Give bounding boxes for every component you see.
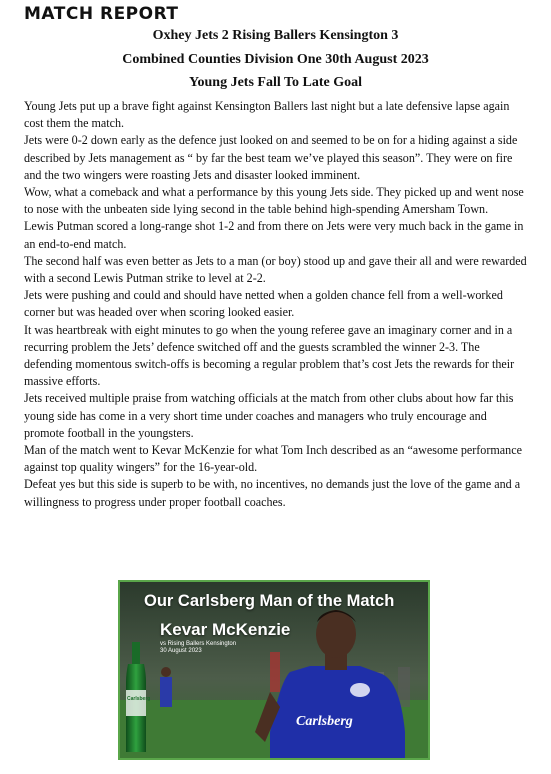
- paragraph: Jets received multiple praise from watching officials at the match from other clubs about how far this young side has come in a very short time under coaches and managers who truly encourage and promote football in the youngsters.: [24, 391, 514, 440]
- photo-subtitle: [160, 641, 236, 655]
- paragraph: Jets were pushing and could and should have netted when a golden chance fell from a well-worked corner but was headed over when scoring looked easier.: [24, 288, 503, 320]
- competition-line: Combined Counties Division One 30th August 2023: [122, 52, 429, 67]
- paragraph: Wow, what a comeback and what a performance by this young Jets side. They picked up and went nose to nose with the unbeaten side lying second in the table behind high-spending Amersham Town.: [24, 185, 524, 217]
- photo-title: Our Carlsberg Man of the Match: [144, 592, 395, 610]
- paragraph: Man of the match went to Kevar McKenzie for what Tom Inch described as an “awesome performance against top quality wingers” for the 16-year-old.: [24, 443, 522, 475]
- paragraph: Lewis Putman scored a long-range shot 1-2 and from there on Jets were very much back in the game in an end-to-end match.: [24, 219, 524, 251]
- paragraph: It was heartbreak with eight minutes to go when the young referee gave an imaginary corner and in a recurring problem the Jets’ defence switched off and the guests scrambled the winner 2-3. The defending momentous switch-offs is becoming a regular problem that’s cost Jets the rewards for their massive efforts.: [24, 322, 515, 389]
- match-report-label: MATCH REPORT: [24, 4, 179, 24]
- paragraph: Defeat yes but this side is superb to be with, no incentives, no demands just the love of the game and a willingness to progress under proper football coaches.: [24, 477, 521, 509]
- paragraph: Young Jets put up a brave fight against Kensington Ballers last night but a late defensive lapse again cost them the match.: [24, 99, 510, 131]
- paragraph: Jets were 0-2 down early as the defence just looked on and seemed to be on for a hiding against a side described by Jets management as “ by far the best team we’ve played this season”. They were on fire and the two wingers were roasting Jets and disaster looked imminent.: [24, 133, 518, 182]
- match-headline: Oxhey Jets 2 Rising Ballers Kensington 3: [152, 28, 399, 43]
- player-name: Kevar McKenzie: [160, 620, 291, 639]
- report-subheadline: Young Jets Fall To Late Goal: [188, 75, 363, 90]
- paragraph: The second half was even better as Jets to a man (or boy) stood up and gave their all and were rewarded with a second Lewis Putman strike to level at 2-2.: [24, 253, 527, 286]
- man-of-the-match-photo: [118, 580, 430, 760]
- shirt-sponsor: Carlsberg: [296, 714, 353, 729]
- report-body: [24, 98, 530, 511]
- bottle-label: Carlsberg: [127, 696, 151, 702]
- opponent-line: vs Rising Ballers Kensington: [160, 641, 237, 647]
- date-line: 30 August 2023: [160, 648, 202, 654]
